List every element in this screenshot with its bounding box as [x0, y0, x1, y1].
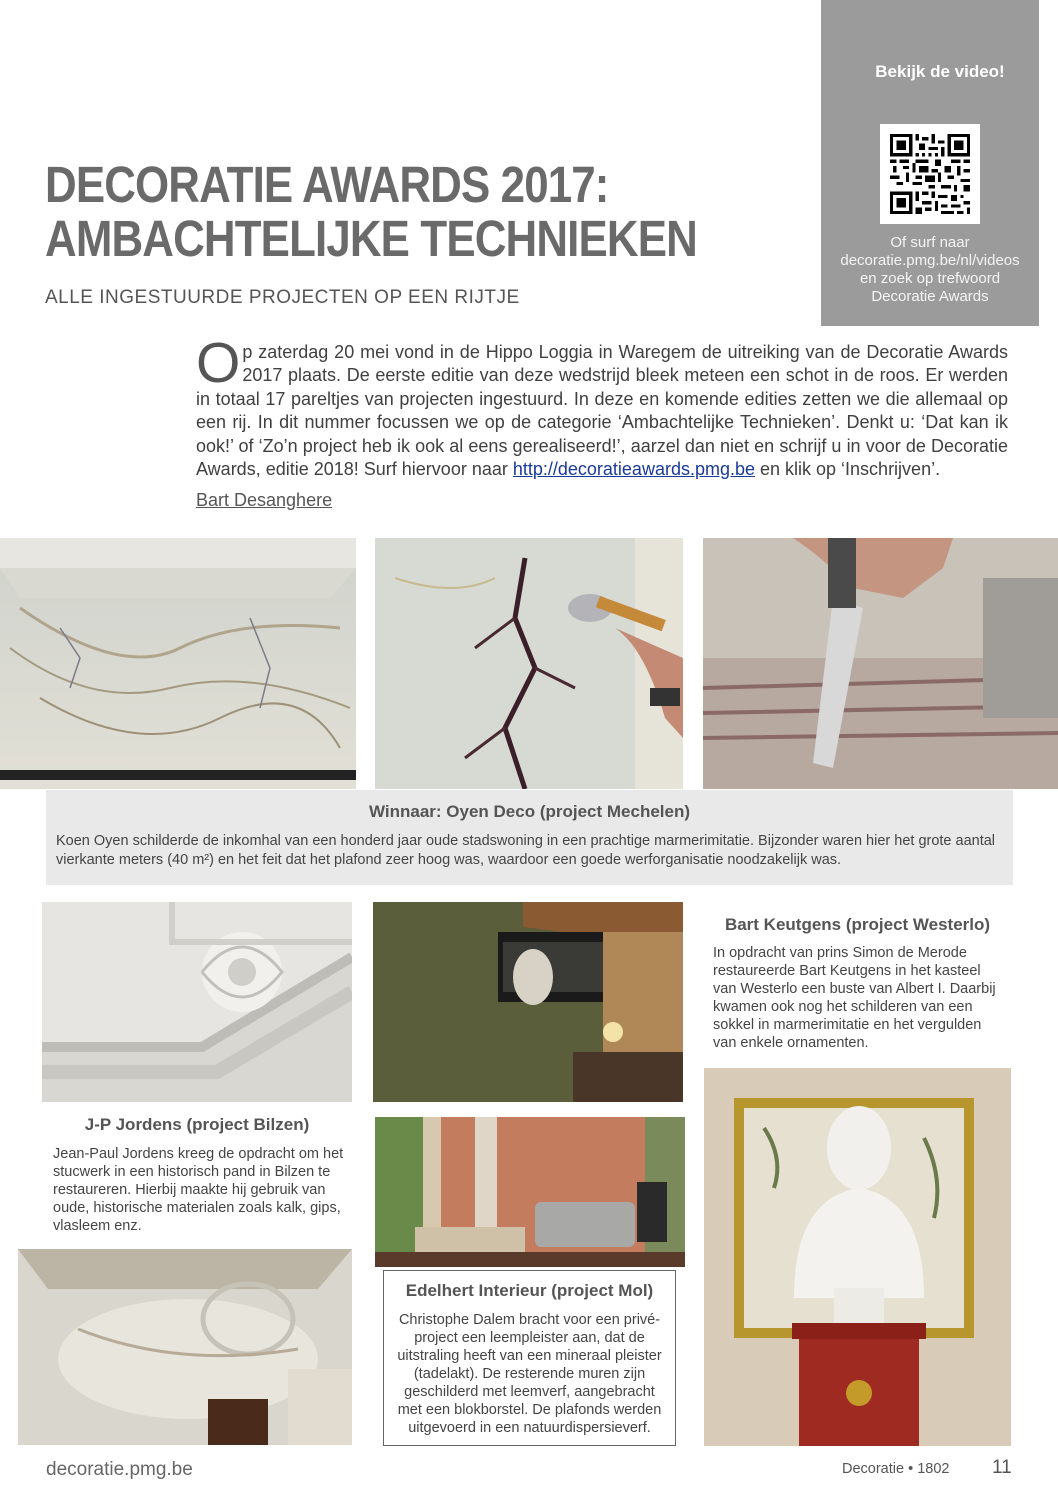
article-subtitle: ALLE INGESTUURDE PROJECTEN OP EEN RIJTJE — [45, 287, 520, 308]
photo-stucco-knife — [703, 538, 1058, 789]
footer-magazine: Decoratie • 1802 — [842, 1461, 950, 1477]
video-line: en zoek op trefwoord — [859, 270, 1001, 287]
page-number: 11 — [992, 1457, 1012, 1478]
photo-interior-wall — [373, 902, 683, 1102]
title-line: AMBACHTELIJKE TECHNIEKEN — [45, 210, 697, 267]
dropcap: O — [196, 331, 241, 395]
photo-marble-painting — [375, 538, 683, 789]
video-title: Bekijk de video! — [875, 62, 1005, 81]
photo-bust-albert — [704, 1068, 1011, 1446]
photo-living-room — [375, 1117, 685, 1267]
video-line: Of surf naar — [890, 234, 970, 251]
winner-box — [46, 790, 1013, 885]
edelhert-title: Edelhert Interieur (project Mol) — [405, 1281, 654, 1300]
winner-title: Winnaar: Oyen Deco (project Mechelen) — [368, 802, 691, 821]
photo-ceiling-ornament — [42, 902, 352, 1102]
intro-text-end: en klik op ‘Inschrijven’. — [755, 459, 941, 480]
intro-paragraph — [196, 331, 1008, 481]
video-line: Decoratie Awards — [871, 288, 989, 305]
awards-link[interactable]: http://decoratieawards.pmg.be — [512, 459, 755, 480]
video-box — [821, 0, 1039, 326]
keutgens-text: In opdracht van prins Simon de Merode restaureerde Bart Keutgens in het kasteel van Westerlo een buste van Albert I. Daarbij kwamen ook nog het schilderen van een sokkel in marmerimitatie en het vergulden van enkele ornamenten. — [713, 945, 996, 1051]
video-instructions — [829, 234, 1031, 306]
jordens-title: J-P Jordens (project Bilzen) — [84, 1115, 310, 1134]
keutgens-title: Bart Keutgens (project Westerlo) — [724, 915, 991, 934]
intro-text: p zaterdag 20 mei vond in de Hippo Loggia in Waregem de uitreiking van de Decoratie Awards 2017 plaats. De eerste editie van deze wedstrijd bleek meteen een schot in de roos. Er werden in totaal 17 pareltjes van projecten ingestuurd. In deze en komende edities zetten we die allemaal op een rij. In dit nummer focussen we op de categorie ‘Ambachtelijke Technieken’. Denkt u: ‘Dat kan ik ook!’ of ‘Zo’n project heb ik ook al eens gerealiseerd!’, aarzel dan niet en schrijf u in voor de Decoratie Awards, editie 2018! Surf hiervoor naar — [196, 342, 1008, 480]
footer-url[interactable]: decoratie.pmg.be — [46, 1459, 193, 1480]
edelhert-text: Christophe Dalem bracht voor een privé-project een leempleister aan, dat de uitstraling heeft van een mineraal pleister (tadelakt). De resterende muren zijn geschilderd met leemverf, aangebracht met een blokborstel. De plafonds werden uitgevoerd in een natuurdispersieverf. — [397, 1312, 662, 1436]
qr-code[interactable] — [880, 124, 980, 224]
edelhert-caption-box — [383, 1270, 676, 1446]
jordens-text: Jean-Paul Jordens kreeg de opdracht om het stucwerk in een historisch pand in Bilzen te restaureren. Hierbij maakte hij gebruik van oude, historische materialen zoals kalk, gips, vlasleem enz. — [53, 1146, 344, 1234]
video-line[interactable]: decoratie.pmg.be/nl/videos — [840, 252, 1020, 269]
photo-ceiling-restoration — [18, 1249, 352, 1445]
photo-marble-hall — [0, 538, 356, 789]
author-name[interactable]: Bart Desanghere — [196, 490, 333, 510]
article-title — [45, 158, 699, 266]
title-line: DECORATIE AWARDS 2017: — [45, 156, 609, 213]
qr-code-icon — [890, 134, 970, 214]
winner-text: Koen Oyen schilderde de inkomhal van een honderd jaar oude stadswoning in een prachtige marmerimitatie. Bijzonder waren hier het grote aantal vierkante meters (40 m²) en het feit dat het plafond zeer hoog was, waardoor een goede werforganisatie noodzakelijk was. — [56, 833, 996, 868]
